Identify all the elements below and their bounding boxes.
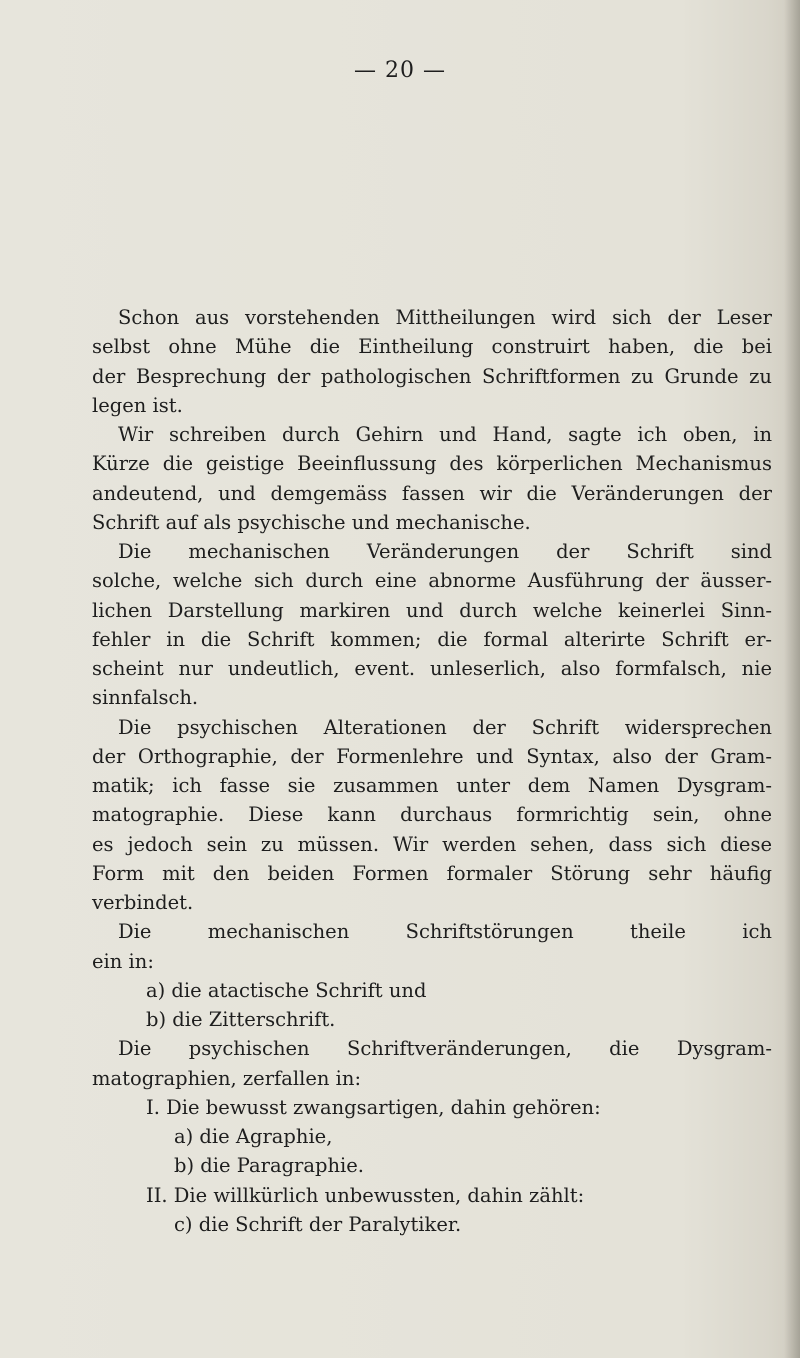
text-line: Schrift auf als psychische und mechanische. [92,510,531,534]
page-edge-shadow [784,0,800,1358]
text-line: Form mit den beiden Formen formaler Störung sehr häufig [92,861,772,885]
text-line: lichen Darstellung markiren und durch welche keinerlei Sinn- [92,598,772,622]
text-line: Die mechanischen Veränderungen der Schrift sind [118,540,772,563]
text-line: Wir schreiben durch Gehirn und Hand, sagte ich oben, in [118,423,772,446]
text-line: matographie. Diese kann durchaus formrichtig sein, ohne [92,803,772,827]
text-line: Die psychischen Alterationen der Schrift widersprechen [118,715,772,739]
text-line: a) die Agraphie, [174,1125,333,1148]
text-line: selbst ohne Mühe die Eintheilung construirt haben, die bei [92,335,772,359]
text-line: fehler in die Schrift kommen; die formal alterirte Schrift er- [92,627,772,651]
text-line: es jedoch sein zu müssen. Wir werden sehen, dass sich diese [92,832,772,856]
text-line: sinnfalsch. [92,686,199,710]
text-line: a) die atactische Schrift und [146,978,427,1002]
text-line: Schon aus vorstehenden Mittheilungen wird sich der Leser [118,306,772,329]
text-line: Kürze die geistige Beeinflussung des körperlichen Mechanismus [92,452,772,476]
text-line: der Orthographie, der Formenlehre und Syntax, also der Gram- [92,744,772,768]
body-text [92,303,772,1239]
text-line: matographien, zerfallen in: [92,1066,362,1090]
text-line: der Besprechung der pathologischen Schriftformen zu Grunde zu [92,364,772,388]
text-line: solche, welche sich durch eine abnorme Ausführung der äusser- [92,569,772,593]
text-line: verbindet. [92,891,194,914]
text-line: legen ist. [92,393,183,417]
text-line: andeutend, und demgemäss fassen wir die Veränderungen der [92,481,772,505]
text-line: Die mechanischen Schriftstörungen theile ich [118,920,772,944]
text-line: ein in: [92,949,154,973]
text-line: Die psychischen Schriftveränderungen, die Dysgram- [118,1037,772,1061]
text-line: b) die Paragraphie. [174,1154,365,1178]
text-line: I. Die bewusst zwangsartigen, dahin gehören: [146,1095,601,1119]
text-line: II. Die willkürlich unbewussten, dahin zählt: [146,1183,585,1207]
text-line: b) die Zitterschrift. [146,1008,336,1031]
text-line: c) die Schrift der Paralytiker. [174,1212,462,1236]
page-number: — 20 — [354,58,446,83]
text-line: scheint nur undeutlich, event. unleserlich, also formfalsch, nie [92,657,772,680]
text-line: matik; ich fasse sie zusammen unter dem Namen Dysgram- [92,774,772,797]
